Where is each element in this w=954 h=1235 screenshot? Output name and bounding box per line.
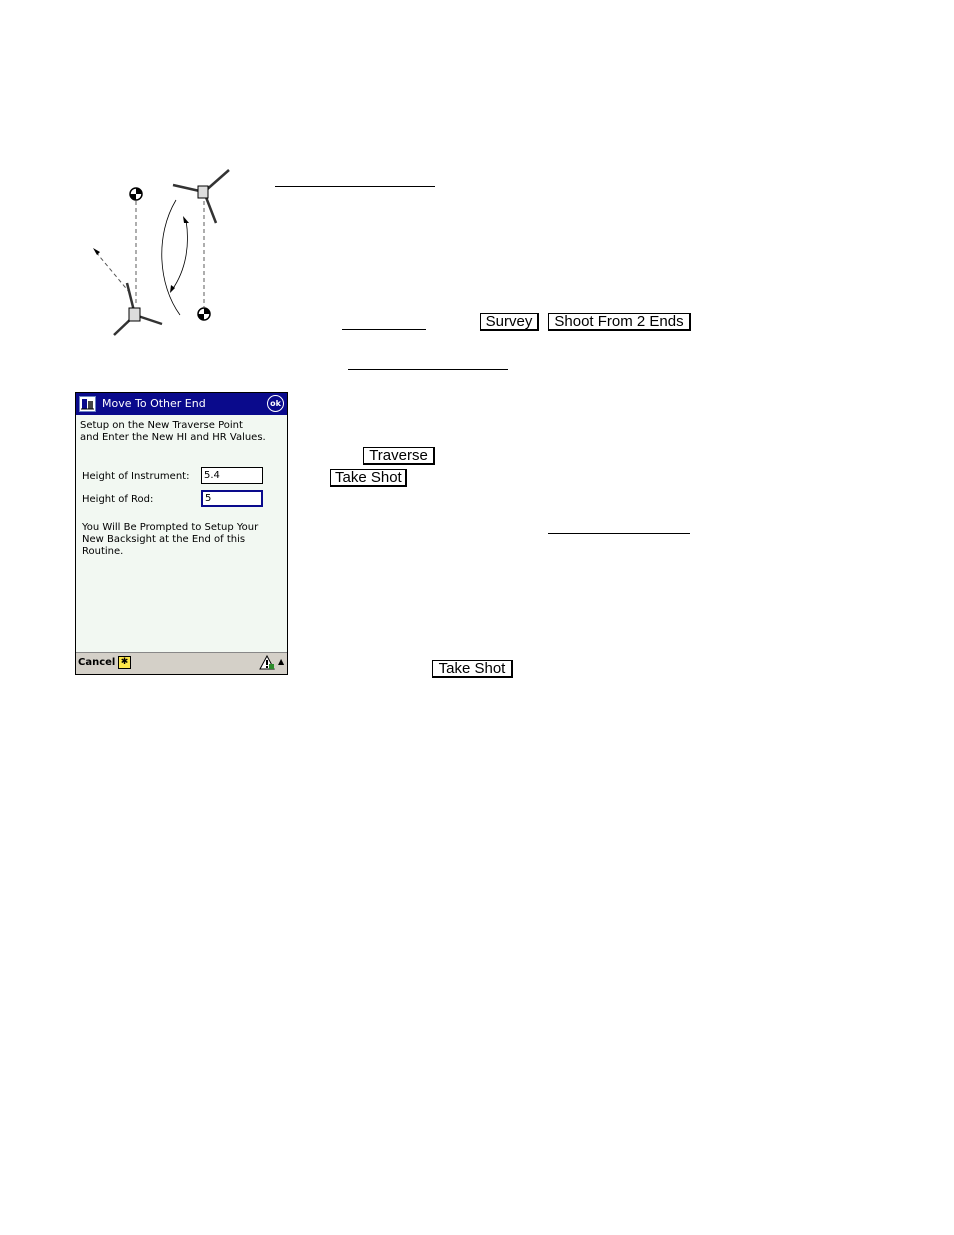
shoot-from-2-ends-button[interactable]: Shoot From 2 Ends [548, 313, 691, 331]
star-icon[interactable]: ✱ [118, 656, 131, 669]
target-point-bottom [198, 308, 210, 320]
hr-label: Height of Rod: [82, 494, 154, 505]
device-screen [75, 392, 288, 675]
traverse-diagram [80, 165, 250, 345]
height-of-rod-input[interactable]: 5 [201, 490, 263, 507]
tripod-bottom-icon [114, 283, 162, 335]
tripod-top-icon [173, 170, 229, 223]
title-bar [76, 393, 287, 415]
take-shot-button-1[interactable]: Take Shot [330, 469, 407, 487]
height-of-instrument-input[interactable]: 5.4 [201, 467, 263, 484]
warning-icon[interactable] [259, 655, 275, 671]
window-title: Move To Other End [102, 397, 206, 410]
prompt-line-2: New Backsight at the End of this [82, 534, 246, 545]
command-bar [76, 652, 287, 674]
traverse-button[interactable]: Traverse [363, 447, 435, 465]
ok-icon[interactable]: ok [267, 395, 284, 412]
app-icon[interactable] [79, 396, 96, 412]
underline-menu [342, 329, 426, 330]
take-shot-button-2[interactable]: Take Shot [432, 660, 513, 678]
underline-note [548, 533, 690, 534]
hi-label: Height of Instrument: [82, 471, 190, 482]
underline-heading [275, 186, 435, 187]
instructions-line-1: Setup on the New Traverse Point [80, 420, 243, 431]
prompt-line-1: You Will Be Prompted to Setup Your [82, 522, 259, 533]
instructions-line-2: and Enter the New HI and HR Values. [80, 432, 266, 443]
up-arrow-icon[interactable]: ▲ [278, 657, 285, 666]
cancel-button[interactable]: Cancel [78, 657, 116, 668]
prompt-line-3: Routine. [82, 546, 124, 557]
target-point-top [130, 188, 142, 200]
survey-button[interactable]: Survey [480, 313, 539, 331]
underline-section [348, 369, 508, 370]
